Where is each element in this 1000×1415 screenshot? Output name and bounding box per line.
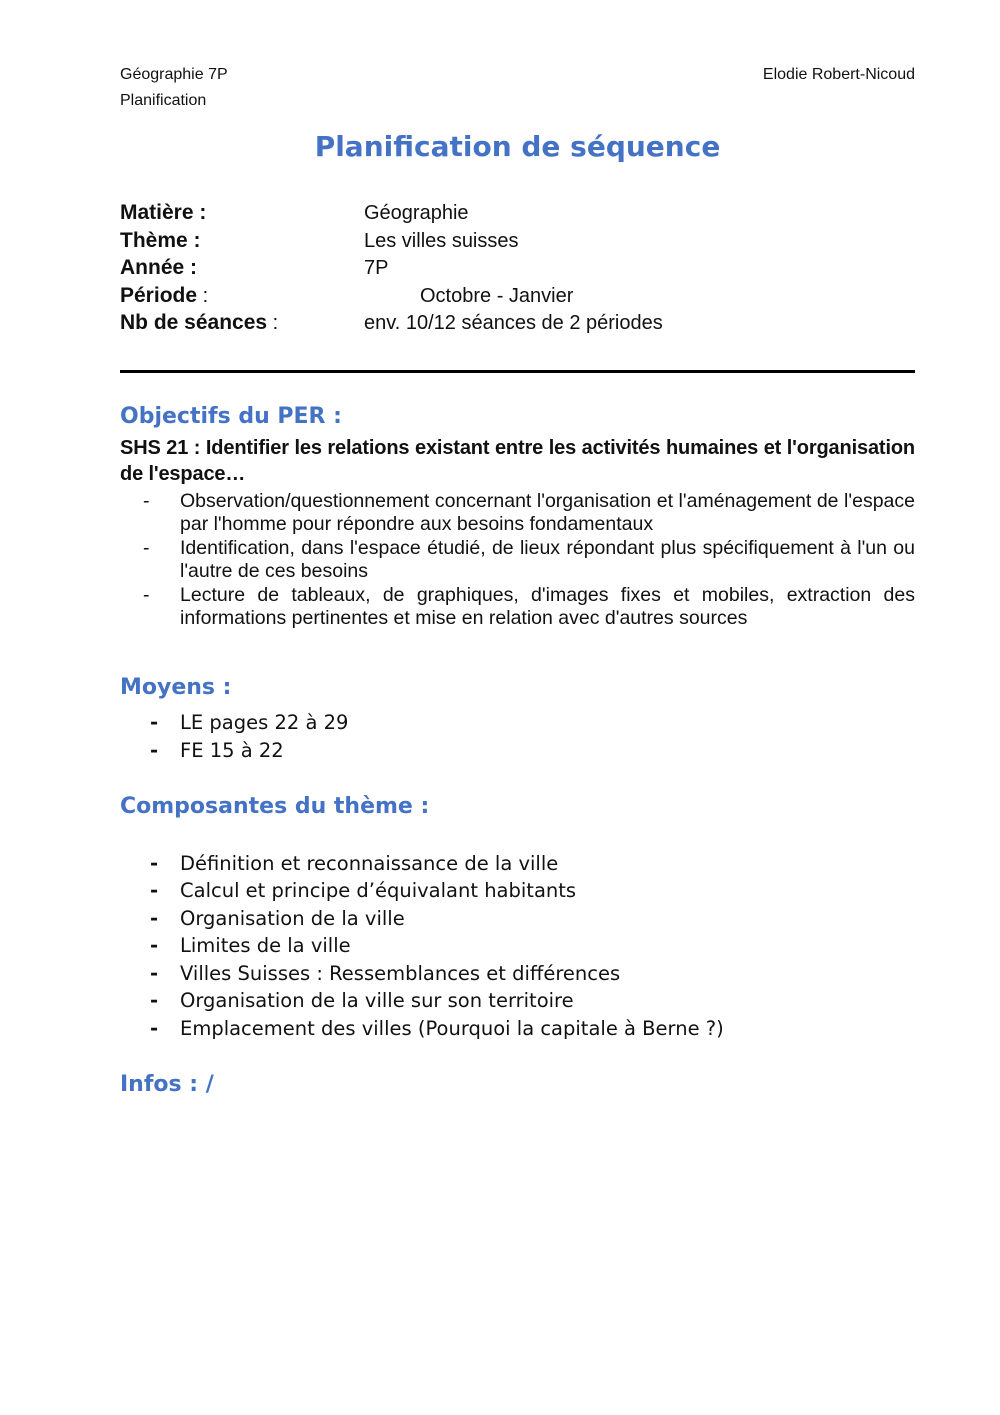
moyens-bullet-list [120, 709, 915, 765]
meta-label-colon: : [197, 284, 209, 307]
meta-label [120, 229, 364, 253]
bullet-marker: - [150, 710, 159, 734]
objectifs-subheading: SHS 21 : Identifier les relations existant entre les activités humaines et l'organisation de l'espace… [120, 436, 915, 485]
meta-value: Octobre - Janvier [420, 284, 574, 307]
list-item [120, 1015, 915, 1043]
list-item-text: Limites de la ville [180, 934, 351, 957]
meta-label [120, 284, 364, 308]
meta-label [120, 311, 364, 335]
bullet-marker: - [150, 851, 159, 875]
horizontal-rule [120, 370, 915, 373]
list-item-text: Observation/questionnement concernant l'organisation et l'aménagement de l'espace par l'homme pour répondre aux besoins fondamentaux [180, 489, 915, 535]
meta-row-periode [120, 284, 915, 312]
meta-label-text: Période [120, 283, 198, 307]
section-heading-moyens: Moyens : [120, 674, 232, 700]
list-item-text: Définition et reconnaissance de la ville [180, 851, 559, 875]
meta-label [120, 201, 364, 225]
list-item-text: Organisation de la ville [180, 906, 405, 930]
meta-value: 7P [364, 257, 389, 279]
list-item-text: Emplacement des villes (Pourquoi la capitale à Berne ?) [180, 1016, 724, 1040]
bullet-marker: - [143, 489, 150, 512]
header-course: Géographie 7P [120, 66, 228, 83]
bullet-marker: - [150, 906, 159, 930]
list-item-text: Organisation de la ville sur son territoire [180, 989, 574, 1012]
section-heading-infos: Infos : / [120, 1072, 214, 1097]
meta-value: Les villes suisses [364, 229, 519, 252]
list-item-text: Calcul et principe d’équivalant habitants [180, 879, 577, 902]
meta-label-text: Thème : [120, 228, 201, 252]
bullet-marker: - [150, 1016, 159, 1040]
bullet-marker: - [143, 583, 150, 606]
meta-label-text: Nb de séances [120, 311, 268, 334]
bullet-marker: - [150, 934, 159, 957]
list-item [120, 490, 915, 537]
list-item [120, 584, 915, 631]
list-item [120, 932, 915, 960]
list-item-text: Lecture de tableaux, de graphiques, d'images fixes et mobiles, extraction des informations pertinentes et mise en relation avec d'autres sources [180, 583, 915, 629]
list-item [120, 987, 915, 1015]
meta-value: Géographie [364, 202, 469, 224]
list-item [120, 877, 915, 905]
meta-label-text: Matière : [120, 201, 207, 224]
bullet-marker: - [150, 961, 159, 985]
list-item-text: Identification, dans l'espace étudié, de lieux répondant plus spécifiquement à l'un ou l'autre de ces besoins [180, 536, 915, 582]
bullet-marker: - [150, 738, 159, 762]
meta-label-text: Année : [120, 256, 198, 279]
meta-row-matiere [120, 201, 915, 229]
meta-label [120, 256, 364, 280]
list-item [120, 850, 915, 878]
meta-row-theme [120, 229, 915, 257]
bullet-marker: - [150, 879, 159, 902]
meta-label-colon: : [267, 312, 279, 334]
meta-row-nb-seances [120, 311, 915, 339]
header-left [120, 62, 228, 114]
list-item [120, 537, 915, 584]
composantes-bullet-list [120, 850, 915, 1043]
section-heading-composantes: Composantes du thème : [120, 793, 430, 819]
page-title: Planification de séquence [314, 130, 721, 163]
bullet-marker: - [143, 536, 150, 559]
objectifs-bullet-list [120, 490, 915, 631]
header-doc-type: Planification [120, 92, 207, 109]
list-item-text: FE 15 à 22 [180, 738, 284, 762]
list-item [120, 905, 915, 933]
section-heading-objectifs: Objectifs du PER : [120, 403, 342, 429]
list-item [120, 709, 915, 737]
list-item [120, 960, 915, 988]
list-item [120, 737, 915, 765]
bullet-marker: - [150, 989, 159, 1012]
list-item-text: Villes Suisses : Ressemblances et différences [180, 961, 621, 985]
meta-block [120, 201, 915, 339]
list-item-text: LE pages 22 à 29 [180, 710, 349, 734]
header-author: Elodie Robert-Nicoud [762, 66, 915, 83]
page-header [120, 62, 915, 114]
meta-row-annee [120, 256, 915, 284]
meta-value: env. 10/12 séances de 2 périodes [364, 312, 663, 334]
